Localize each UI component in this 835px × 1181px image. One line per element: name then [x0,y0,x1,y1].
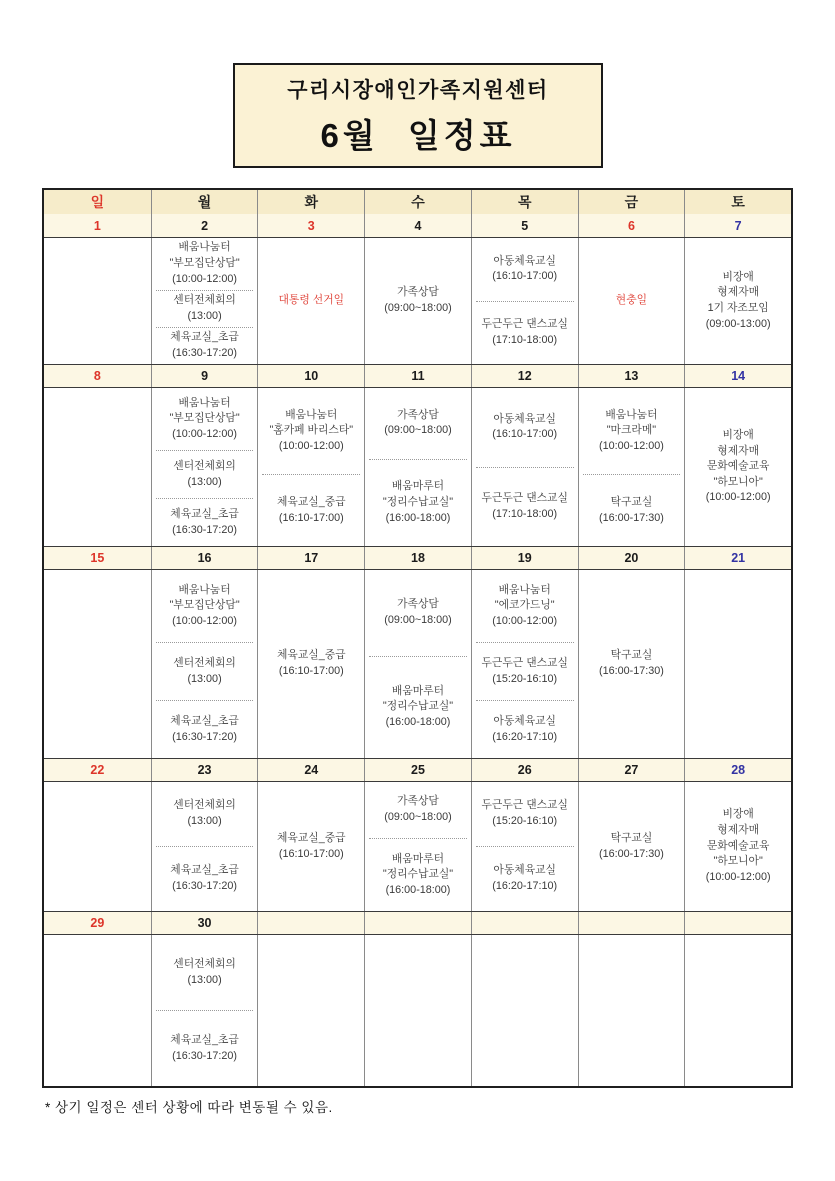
event-line: 아동체육교실 [493,412,556,425]
event [154,957,256,988]
event-line: "정리수납교실" [382,868,454,881]
event-line: 아동체육교실 [493,714,556,727]
event-line: 형제자매 [717,444,759,457]
event-line: (16:10-17:00) [492,428,558,441]
event-line: (13:00) [187,973,222,986]
date-cell-26: 26 [471,759,578,781]
event-line: (10:00-12:00) [172,428,237,441]
event-line: 비장애 [722,808,754,821]
event-line: 가족상담 [397,408,439,421]
day-cell-week1-fri [578,238,685,364]
event-line: (10:00-12:00) [172,615,237,628]
date-cell-19: 19 [471,547,578,569]
content-row-week-2 [44,387,791,546]
day-header-row [44,190,791,214]
page-title: 6월 일정표 [320,117,516,154]
event [474,798,576,829]
event-line: 탁구교실 [610,495,653,508]
day-header-mon: 월 [151,190,258,214]
event [260,408,362,455]
day-cell-week1-wed [364,238,471,364]
event-line: (13:00) [187,672,222,685]
day-header-sat: 토 [684,190,791,214]
event-line: (16:00-17:30) [599,847,664,860]
date-cell-empty-wed [364,912,471,934]
event-line: 배움마루터 [391,852,445,865]
day-cell-week2-mon [151,388,258,546]
calendar-table [42,188,793,1088]
event [581,495,683,526]
event [154,459,256,490]
event [154,1033,256,1064]
day-header-wed: 수 [364,190,471,214]
event [154,396,256,443]
date-cell-6: 6 [578,214,685,237]
event-line: (10:00-12:00) [278,439,344,452]
event [367,479,469,526]
event [367,852,469,899]
event-line: 체육교실_중급 [276,831,346,844]
calendar-weeks [44,214,791,1086]
content-row-week-1 [44,237,791,364]
event-line: 센터전체회의 [173,799,236,812]
event-line: (16:20-17:10) [492,730,558,743]
event-line: 비장애 [722,428,754,441]
event [581,831,683,862]
date-cell-29: 29 [90,916,105,930]
event [154,863,256,894]
event-line: 체육교실_초급 [170,507,239,520]
day-cell-week2-thu [471,388,578,546]
date-cell-25: 25 [364,759,471,781]
event-line: (15:20-16:10) [492,815,558,827]
event-line: 1기 자조모임 [707,302,769,314]
date-cell-2: 2 [151,214,258,237]
date-cell-9: 9 [151,365,258,387]
event [474,412,576,443]
event-divider [369,838,467,839]
event-divider [156,327,254,328]
event-line: 가족상담 [397,795,439,808]
event [581,648,683,679]
event-divider [156,498,254,499]
event-divider [583,474,681,475]
event [260,293,362,309]
event [474,317,576,348]
date-cell-17: 17 [257,547,364,569]
event-line: 형제자매 [717,286,759,299]
event-divider [156,642,254,643]
date-cell-8: 8 [93,369,101,383]
day-cell-week5-sun [44,935,151,1086]
event-line: 배움마루터 [391,684,445,697]
event [474,656,576,687]
event-line: 문화예술교육 [706,460,770,473]
event-line: 센터전체회의 [173,460,236,473]
day-cell-week5-thu [471,935,578,1086]
day-header-sun: 일 [90,194,105,210]
day-cell-week2-sat [684,388,791,546]
event-line: "부모집단상담" [169,412,240,425]
event-line: (16:00-17:30) [599,665,664,677]
event-line: 센터전체회의 [173,294,236,307]
event-line: 체육교실_초급 [170,714,239,727]
content-row-week-4 [44,781,791,911]
date-cell-13: 13 [578,365,685,387]
event-line: "부모집단상담" [169,257,240,270]
event-line: (16:10-17:00) [278,847,344,860]
day-cell-week2-tue [257,388,364,546]
event [154,656,256,687]
day-cell-week4-tue [257,782,364,911]
date-cell-23: 23 [151,759,258,781]
event-line: (16:30-17:20) [172,346,237,359]
event-line: 문화예술교육 [706,839,770,852]
event [154,507,256,538]
date-cell-empty-sat [684,912,791,934]
event-divider [476,642,574,643]
event-line: 비장애 [722,270,754,283]
event-line: 체육교실_초급 [170,331,239,344]
date-cell-empty-fri [578,912,685,934]
day-cell-week4-fri [578,782,685,911]
date-row-week-4 [44,758,791,781]
content-row-week-5 [44,934,791,1086]
date-cell-27: 27 [578,759,685,781]
event-line: 두근두근 댄스교실 [481,799,568,812]
date-cell-4: 4 [364,214,471,237]
event-line: (16:30-17:20) [172,1049,237,1062]
event [367,285,469,316]
event-line: (16:00-18:00) [385,716,451,729]
day-cell-week4-sun [44,782,151,911]
event [474,863,576,894]
day-cell-week1-sun [44,238,151,364]
event-line: (10:00-12:00) [705,491,771,504]
event-line: (17:10-18:00) [492,507,558,520]
event-line: 가족상담 [397,598,439,611]
content-row-week-3 [44,569,791,758]
day-cell-week5-tue [257,935,364,1086]
date-cell-5: 5 [471,214,578,237]
event-line: 체육교실_중급 [276,495,346,508]
event-line: "하모니아" [713,475,763,488]
day-cell-week1-sat [684,238,791,364]
event-line: 배움나눔터 [178,396,231,409]
event-line: (13:00) [187,815,222,827]
day-cell-week2-fri [578,388,685,546]
event [367,408,469,439]
event-line: "정리수납교실" [382,700,454,713]
date-row-week-2 [44,364,791,387]
event-line: 센터전체회의 [173,657,236,670]
event [367,684,469,731]
day-cell-week3-wed [364,570,471,758]
event-line: 체육교실_초급 [170,1033,239,1046]
date-cell-14: 14 [684,365,791,387]
event-line: (15:20-16:10) [492,672,558,685]
event-divider [156,1010,254,1011]
event [367,597,469,628]
event-line: 배움나눔터 [285,408,338,421]
day-cell-week4-mon [151,782,258,911]
event-line: "에코가드닝" [494,599,555,612]
event-line: 배움나눔터 [178,583,231,596]
event-line: 두근두근 댄스교실 [481,492,568,505]
event-line: "마크라메" [606,424,657,437]
event-line: 센터전체회의 [173,957,236,970]
event-line: (09:00-13:00) [705,317,771,330]
day-cell-week1-thu [471,238,578,364]
event-line: "하모니아" [713,855,763,868]
event-divider [476,301,574,302]
day-cell-week5-sat [684,935,791,1086]
date-row-week-3 [44,546,791,569]
day-cell-week1-tue [257,238,364,364]
date-cell-7: 7 [684,214,791,237]
event-divider [156,290,254,291]
day-cell-week3-fri [578,570,685,758]
day-cell-week2-wed [364,388,471,546]
date-cell-1: 1 [93,218,101,233]
day-cell-week3-sat [684,570,791,758]
event-line: 대통령 선거일 [278,294,345,307]
event-line: (16:00-18:00) [385,511,451,524]
title-box [233,63,603,168]
event-line: 두근두근 댄스교실 [481,318,568,331]
day-header-fri: 금 [578,190,685,214]
day-cell-week4-wed [364,782,471,911]
event-divider [156,450,254,451]
date-cell-20: 20 [578,547,685,569]
event-divider [369,459,467,460]
day-cell-week4-sat [684,782,791,911]
event-line: "정리수납교실" [382,495,454,508]
event [154,798,256,829]
event-line: "홈카페 바리스타" [269,424,354,437]
event-line: (16:10-17:00) [278,665,344,677]
event [474,583,576,630]
event-line: (10:00-12:00) [492,615,558,628]
date-cell-24: 24 [257,759,364,781]
event [367,794,469,825]
event-line: 배움나눔터 [178,241,231,254]
day-cell-week5-wed [364,935,471,1086]
event-line: 체육교실_중급 [276,649,346,662]
event-line: (16:30-17:20) [172,880,237,892]
footnote: * 상기 일정은 센터 상황에 따라 변동될 수 있음. [45,1100,333,1115]
event-divider [369,656,467,657]
event-divider [156,846,254,847]
event [474,714,576,745]
event-divider [476,846,574,847]
event [687,807,789,885]
event [260,648,362,679]
day-header-thu: 목 [471,190,578,214]
event-line: 가족상담 [397,286,439,299]
event [474,254,576,285]
event [581,293,683,309]
event [154,240,256,287]
event [154,714,256,745]
day-cell-week3-tue [257,570,364,758]
event-line: 형제자매 [717,824,759,837]
event-line: 배움마루터 [391,480,445,493]
event-line: (13:00) [187,309,222,322]
event-line: (16:20-17:10) [492,880,558,892]
event [687,270,789,333]
day-cell-week2-sun [44,388,151,546]
date-cell-11: 11 [364,365,471,387]
event-line: 배움나눔터 [605,408,658,421]
event [154,293,256,324]
event-divider [476,700,574,701]
date-row-week-5 [44,911,791,934]
event-line: 배움나눔터 [498,583,551,596]
date-cell-30: 30 [151,912,258,934]
event-line: 두근두근 댄스교실 [481,657,568,670]
event [260,495,362,526]
date-cell-22: 22 [90,763,105,777]
date-cell-empty-thu [471,912,578,934]
date-cell-18: 18 [364,547,471,569]
event-line: (09:00~18:00) [384,613,452,626]
event-divider [476,467,574,468]
event-line: (17:10-18:00) [492,333,558,346]
event [154,330,256,361]
day-cell-week5-mon [151,935,258,1086]
event [581,408,683,455]
event-line: (16:30-17:20) [172,730,237,743]
day-header-tue: 화 [257,190,364,214]
date-cell-16: 16 [151,547,258,569]
event-line: "부모집단상담" [169,599,240,612]
event-line: (10:00-12:00) [172,272,237,285]
event [154,583,256,630]
event-line: 탁구교실 [610,649,653,662]
event-line: (16:10-17:00) [492,270,558,283]
day-cell-week1-mon [151,238,258,364]
event-line: (13:00) [187,475,222,488]
date-cell-empty-tue [257,912,364,934]
event-line: 현충일 [615,294,648,307]
day-cell-week3-thu [471,570,578,758]
event-line: (09:00~18:00) [384,811,452,824]
event-line: 체육교실_초급 [170,864,239,877]
event-line: 아동체육교실 [493,254,556,267]
day-cell-week4-thu [471,782,578,911]
center-name: 구리시장애인가족지원센터 [287,79,549,102]
event-line: 아동체육교실 [493,864,556,877]
date-cell-12: 12 [471,365,578,387]
event-divider [262,474,360,475]
date-cell-21: 21 [684,547,791,569]
day-cell-week5-fri [578,935,685,1086]
event-line: (16:10-17:00) [278,511,344,524]
date-row-week-1 [44,214,791,237]
event-line: (10:00-12:00) [705,870,771,883]
event-line: (10:00-12:00) [599,439,664,452]
date-cell-28: 28 [684,759,791,781]
day-cell-week3-mon [151,570,258,758]
date-cell-15: 15 [90,551,105,565]
event-line: 탁구교실 [610,831,653,844]
event [474,491,576,522]
event-line: (16:00-17:30) [599,511,664,524]
event-line: (09:00~18:00) [384,302,452,314]
event-line: (09:00~18:00) [384,424,452,437]
event-line: (16:00-18:00) [385,883,451,896]
date-cell-10: 10 [257,365,364,387]
event [260,831,362,862]
event-divider [156,700,254,701]
day-cell-week3-sun [44,570,151,758]
event-line: (16:30-17:20) [172,523,237,536]
date-cell-3: 3 [257,214,364,237]
event [687,428,789,506]
